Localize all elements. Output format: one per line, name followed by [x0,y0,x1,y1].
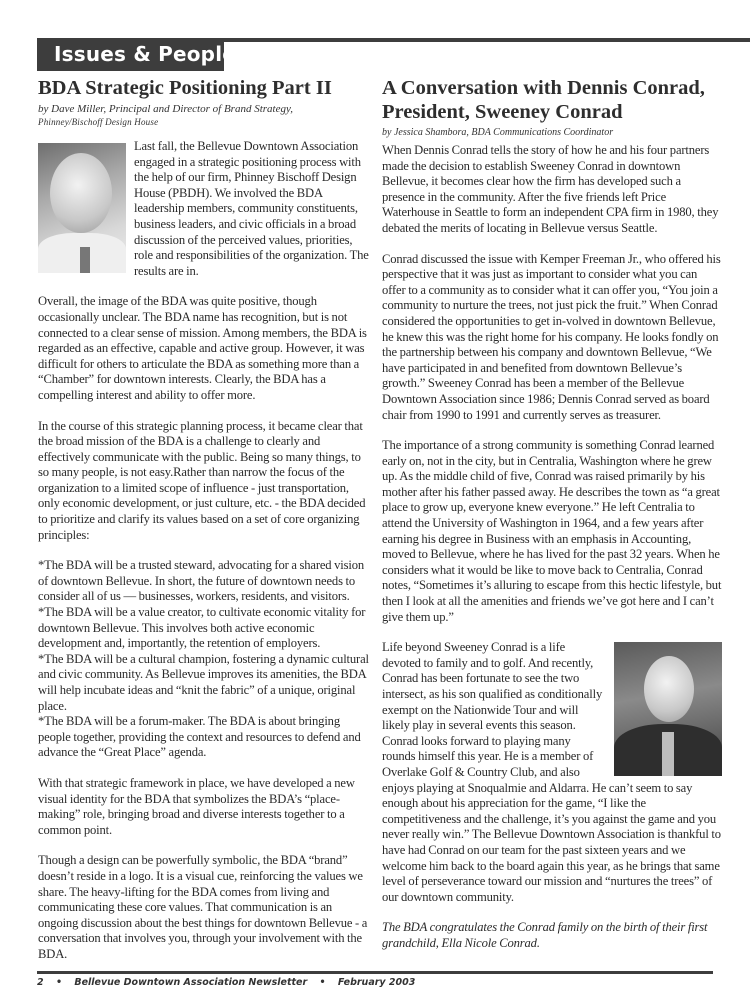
principle-item: *The BDA will be a value creator, to cultivate economic vitality for downtown Bellevue. This involves both active economic development and, importantly, the retention of employers. [38,605,366,651]
article-byline: by Jessica Shambora, BDA Communications Coordinator [382,127,614,138]
article-title: A Conversation with Dennis Conrad, President, Sweeney Conrad [382,77,705,123]
paragraph: Last fall, the Bellevue Downtown Association engaged in a strategic positioning process with the help of our firm, Phinney Bischoff Design House (PBDH). We involved the BDA leadership members, community constituents, business leaders, and civic officials in a broad discussion of the perceived values, priorities, role and responsibilities of the organization. The results are in. [134,139,369,278]
principle-item: *The BDA will be a cultural champion, fostering a dynamic cultural and civic community. As Bellevue improves its amenities, the BDA will help incubate ideas and “knit the fabric” of a unique, original place. [38,651,369,713]
paragraph: Life beyond Sweeney Conrad is a life devoted to family and to golf. And recently, Conrad has been fortunate to see the two intersect, as his son qualified as conditionally exempt on the Nationwide Tour and will likely play in several events this season. Conrad looks forward to playing many rounds himself this year. He is a member of Overlake Golf & Country Club, and also enjoys playing at Snoqualmie and Aldarra. He can’t seem to say enough about his appreciation for the game, “I like the competitiveness and the challenge, it’s you against the game and you never really win.” The Bellevue Downtown Association is thankful to have had Conrad on our team for the past sixteen years and we welcome him back to the board again this year, as he brings that same level of perseverance toward our mission and “nurtures the trees” of our downtown community. [382,640,721,904]
paragraph: With that strategic framework in place, we have developed a new visual identity for the BDA that symbolizes the BDA’s “place-making” role, bringing broad and diverse interests together to a common point. [38,775,355,837]
issue-date: February 2003 [337,976,416,988]
paragraph: The importance of a strong community is something Conrad learned early on, not in the city, but in Centralia, Washington where he grew up. As the middle child of five, Conrad was raised primarily by his mother after his father passed away. He describes the town as “a great place to grow up, everyone knew everyone.” He left Centralia to attend the University of Washington in 1964, and a few years after earning his degree in Business with an emphasis in Accounting, moved to Bellevue, where he has lived for the past 32 years. When he considers what it would be like to move back to Centralia, Conrad notes, “Sometimes it’s alluring to escape from this hectic lifestyle, but then I look at all the amenities and friends we’ve got here and I can’t give them up.” [382,438,722,624]
paragraph: Though a design can be powerfully symbolic, the BDA “brand” doesn’t reside in a logo. It is a visual cue, reinforcing the values we share. The heavy-lifting for the BDA comes from living and communicating these core values. That communication is an ongoing discussion about the best things for downtown Bellevue - a conversation that involves you, through your involvement with the BDA. [38,853,368,961]
principle-item: *The BDA will be a trusted steward, advocating for a shared vision of downtown Bellevue. In short, the future of downtown needs to consider all of us — businesses, workers, residents, and visitors. [38,558,365,604]
article-title: BDA Strategic Positioning Part II [38,77,332,99]
article-byline: by Dave Miller, Principal and Director of Brand Strategy, [38,103,293,115]
closing-note: The BDA congratulates the Conrad family on the birth of their first grandchild, Ella Nicole Conrad. [382,920,708,950]
bullet-separator: • [55,976,63,988]
article-columns [38,76,750,963]
principle-item: *The BDA will be a forum-maker. The BDA is about bringing people together, providing the context and resources to defend and advance the “Great Place” agenda. [38,714,361,760]
paragraph: Conrad discussed the issue with Kemper Freeman Jr., who offered his perspective that it was just as important to consider what you can offer to a community as to consider what it can offer you, “You join a community to nurture the trees, not just pick the fruit.” When Conrad considered the opportunities to get in-volved in downtown Bellevue, he knew this was the right home for his company. He looks fondly on the partnership between his company and downtown Bellevue, “We have participated in and benefited from downtown Bellevue’s growth.” Sweeney Conrad has been a member of the Bellevue Downtown Association since 1986; Dennis Conrad served as board chair from 1990 to 1991 and currently serves as treasurer. [382,251,721,422]
subject-photo [614,642,722,776]
page-footer-area [37,971,713,988]
page-header [37,38,750,71]
publication-name: Bellevue Downtown Association Newsletter [74,976,308,988]
article-byline-org: Phinney/Bischoff Design House [38,117,159,127]
photo-tie [662,732,674,776]
article-left [38,76,370,963]
bullet-separator: • [319,976,326,988]
author-photo [38,143,126,273]
paragraph: In the course of this strategic planning process, it became clear that the broad mission of the BDA is a challenge to clearly and effectively communicate with the public. Being so many things, to so many people, is not easy.Rather than narrow the focus of the organization to a limited scope of influence - just transportation, only economic development, or just culture, etc. - the BDA decided to prioritize and clarify its values based on a set of core organizing principles: [38,418,366,542]
photo-face [50,153,112,233]
page-number: 2 [37,976,44,988]
article-right [382,76,722,952]
paragraph: Overall, the image of the BDA was quite positive, though occasionally unclear. The BDA name has recognition, but is not connected to a clear sense of mission. Among members, the BDA is regarded as an effective, capable and active group. However, it was difficult for others to articulate the BDA as something more than a “Chamber” for downtown interests. Clearly, the BDA has a compelling interest and ability to offer more. [38,294,367,402]
paragraph: When Dennis Conrad tells the story of how he and his four partners made the decision to establish Sweeney Conrad in downtown Bellevue, it becomes clear how the firm has developed such a presence in the community. After the five friends left Price Waterhouse in Seattle to form an independent CPA firm in 1980, they debated the merits of locating in Bellevue versus Seattle. [382,143,719,235]
photo-tie [80,247,90,273]
page-footer [37,977,713,988]
photo-face [644,656,694,722]
section-heading: Issues & People [37,38,224,71]
